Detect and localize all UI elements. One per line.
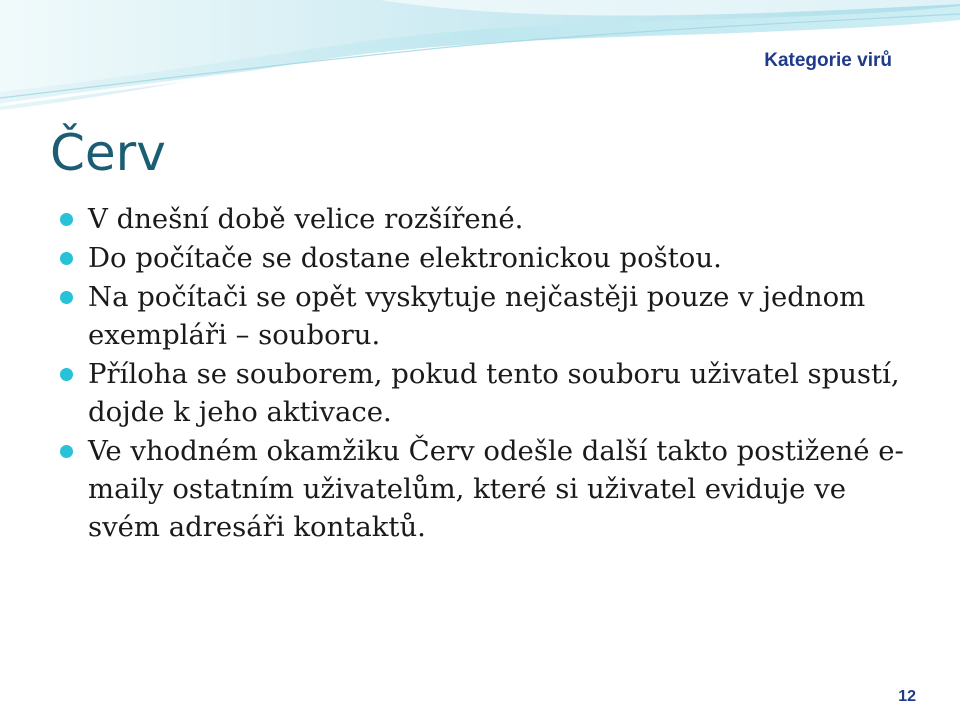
bullet-item <box>60 355 920 431</box>
page-number: 12 <box>898 688 916 705</box>
bullet-icon <box>60 368 73 381</box>
bullet-icon <box>60 291 73 304</box>
bullet-text: V dnešní době velice rozšířené. <box>88 203 524 235</box>
bullet-text: Ve vhodném okamžiku Červ odešle další takto postižené e-maily ostatním uživatelům, které si uživatel eviduje ve svém adresáři kontaktů. <box>88 435 904 543</box>
bullet-item <box>60 432 920 546</box>
bullet-item <box>60 278 920 354</box>
bullet-icon <box>60 213 73 226</box>
bullet-text: Na počítači se opět vyskytuje nejčastěji pouze v jednom exempláři – souboru. <box>88 281 866 351</box>
bullet-text: Příloha se souborem, pokud tento souboru uživatel spustí, dojde k jeho aktivace. <box>88 358 900 428</box>
bullet-text: Do počítače se dostane elektronickou poštou. <box>88 242 722 274</box>
category-title: Kategorie virů <box>764 50 892 71</box>
slide-title: Červ <box>50 124 166 182</box>
bullet-icon <box>60 445 73 458</box>
bullet-icon <box>60 252 73 265</box>
bullet-item <box>60 239 920 277</box>
bullet-item <box>60 200 920 238</box>
bullet-list <box>60 200 920 547</box>
